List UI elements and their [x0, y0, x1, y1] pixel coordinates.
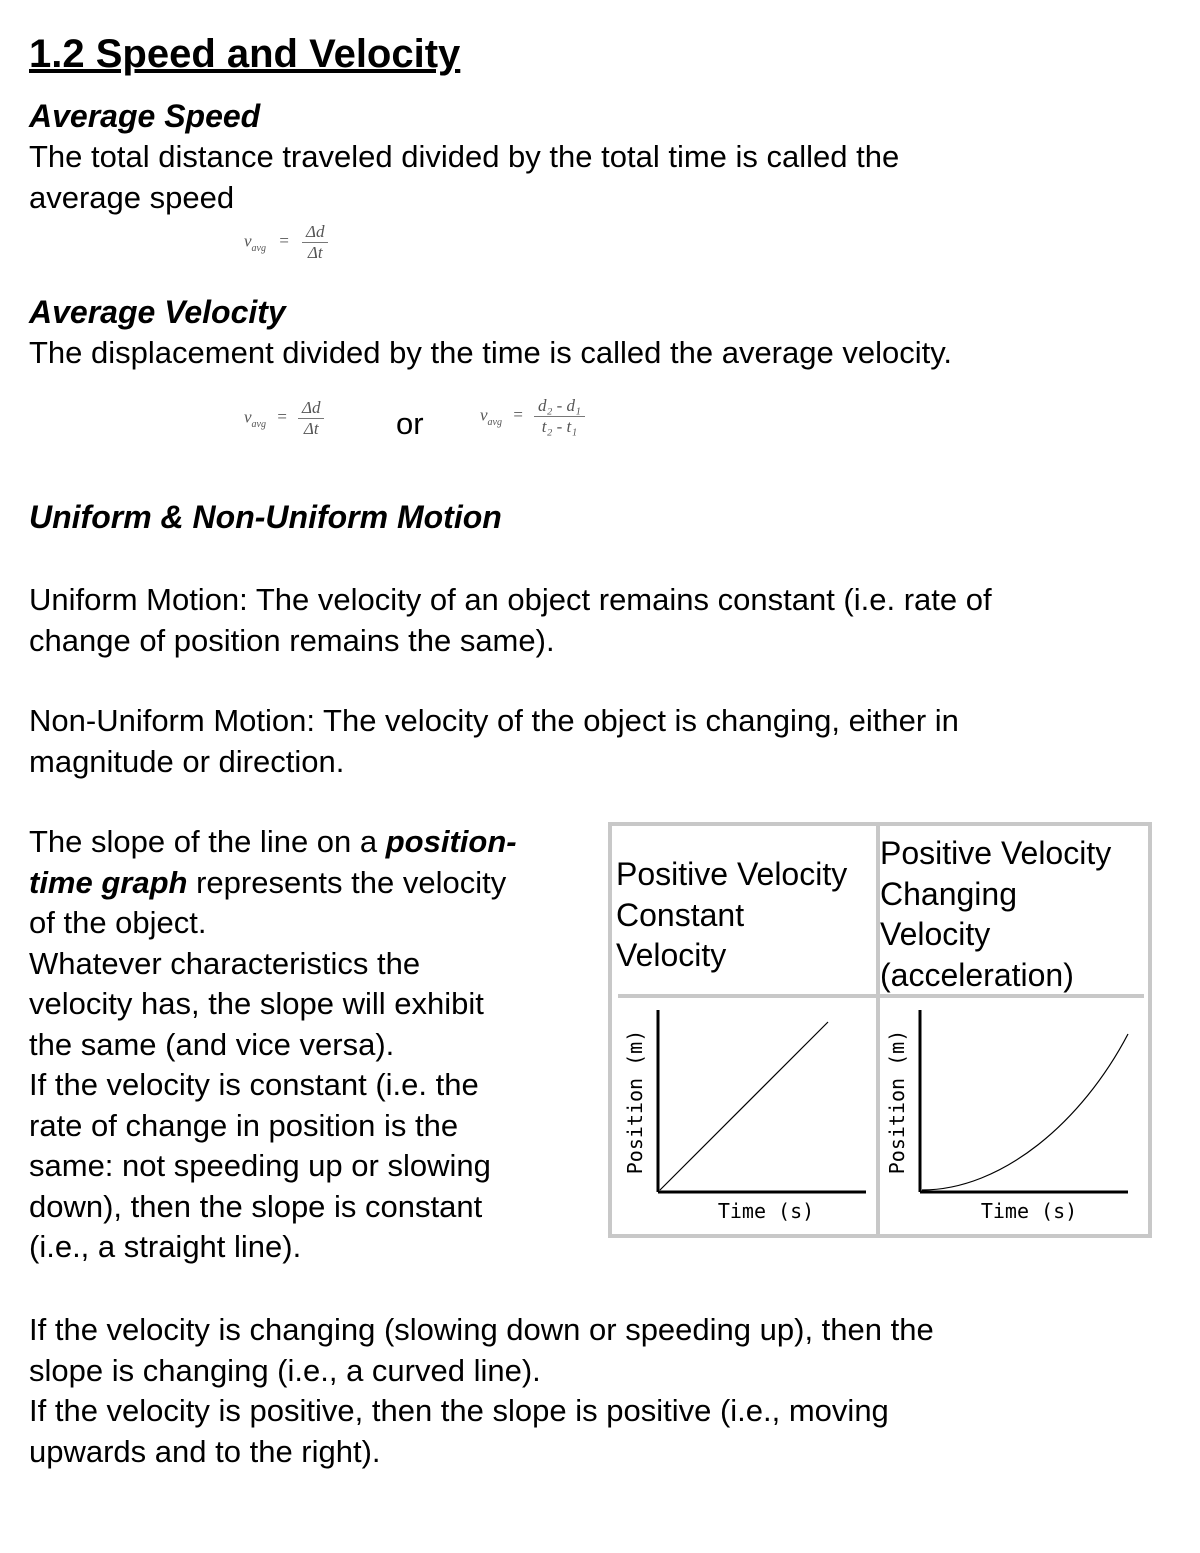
- graph-constant-velocity-svg: [618, 1002, 874, 1232]
- text-line: The slope of the line on a position-: [29, 824, 517, 859]
- text-line: Whatever characteristics the: [29, 945, 421, 981]
- text-line: Non-Uniform Motion: The velocity of the object is changing, either in: [29, 703, 959, 738]
- text-line: Uniform Motion: The velocity of an object remains constant (i.e. rate of: [29, 582, 992, 617]
- velocity-graph-table: [608, 822, 1152, 1238]
- formula-average-velocity-2: $v_{avg}$ = $\frac{\text{d₂ - d₁}}{\text{t₂ - t₁}}$: [480, 396, 585, 437]
- page-title: 1.2 Speed and Velocity: [29, 32, 461, 76]
- text-line: If the velocity is changing (slowing down or speeding up), then the: [29, 1312, 934, 1347]
- y-axis-label: Position (m): [623, 1029, 647, 1175]
- text-line: down), then the slope is constant: [29, 1188, 483, 1224]
- x-axis-label: Time (s): [717, 1199, 815, 1223]
- text-line: time graph represents the velocity: [29, 864, 507, 900]
- text-line: The total distance traveled divided by the total time is called the: [29, 139, 900, 174]
- position-curve-accelerating: [922, 1034, 1128, 1190]
- text-line: change of position remains the same).: [29, 622, 555, 658]
- section-average-velocity: [29, 292, 286, 332]
- non-uniform-motion-text: [29, 701, 959, 782]
- average-velocity-definition: The displacement divided by the time is called the average velocity.: [29, 335, 953, 370]
- formula-average-speed: $v_{avg}$ = $\frac{\Delta d}{\Delta t}$: [244, 222, 328, 263]
- header-changing-velocity: Positive Velocity Changing Velocity (acceleration): [880, 835, 1112, 993]
- text-line: magnitude or direction.: [29, 743, 345, 779]
- graph-changing-velocity: [882, 1002, 1146, 1232]
- formula-or-word: or: [396, 406, 424, 441]
- text-line: If the velocity is positive, then the slope is positive (i.e., moving: [29, 1393, 889, 1428]
- heading-average-velocity: Average Velocity: [29, 294, 286, 330]
- graph-changing-velocity-svg: [882, 1002, 1146, 1232]
- heading-average-speed: Average Speed: [29, 98, 261, 134]
- heading-uniform-motion: Uniform & Non-Uniform Motion: [29, 499, 502, 535]
- position-line-straight: [660, 1022, 828, 1190]
- text-line: same: not speeding up or slowing: [29, 1148, 491, 1183]
- text-line: upwards and to the right).: [29, 1433, 381, 1469]
- text-line: average speed: [29, 179, 235, 215]
- text-line: If the velocity is constant (i.e. the: [29, 1067, 479, 1102]
- text-line: velocity has, the slope will exhibit: [29, 986, 484, 1021]
- closing-text: [29, 1310, 1179, 1472]
- average-speed-definition: [29, 137, 899, 218]
- section-average-speed: [29, 96, 260, 136]
- x-axis-label: Time (s): [980, 1199, 1078, 1223]
- text-line: rate of change in position is the: [29, 1107, 459, 1143]
- header-constant-velocity: Positive Velocity Constant Velocity: [616, 856, 848, 973]
- text-line: slope is changing (i.e., a curved line).: [29, 1352, 541, 1388]
- text-line: the same (and vice versa).: [29, 1026, 395, 1062]
- graph-constant-velocity: [618, 1002, 874, 1232]
- text-line: of the object.: [29, 905, 207, 940]
- text-line: (i.e., a straight line).: [29, 1229, 302, 1264]
- section-motion: [29, 497, 502, 537]
- formula-average-velocity-1: $v_{avg}$ = $\frac{\Delta d}{\Delta t}$: [244, 398, 324, 439]
- uniform-motion-text: [29, 580, 992, 661]
- slope-explanation: [29, 822, 604, 1268]
- y-axis-label: Position (m): [885, 1029, 909, 1175]
